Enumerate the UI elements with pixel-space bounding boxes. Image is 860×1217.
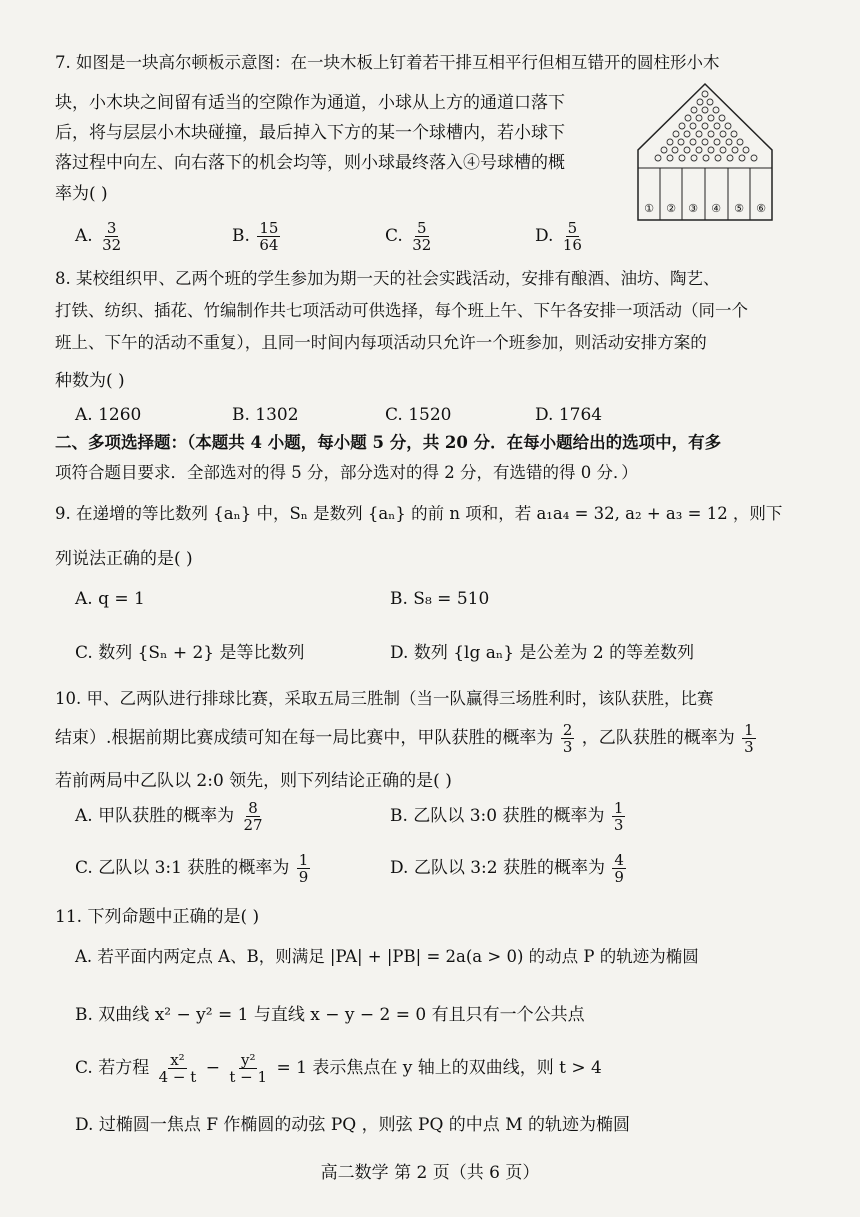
q10-option-a[interactable] <box>75 800 267 833</box>
denominator: t − 1 <box>229 1068 268 1086</box>
q9-line-2: 列说法正确的是( ) <box>55 549 193 569</box>
slot-label-4: ④ <box>711 202 721 215</box>
section-2-header-line-1: 二、多项选择题：（本题共 4 小题，每小题 5 分，共 20 分．在每小题给出的选项中，有多 <box>55 433 722 452</box>
option-text: A. 甲队获胜的概率为 <box>75 806 235 826</box>
slot-label-2: ② <box>666 202 676 215</box>
denominator: 9 <box>614 868 624 886</box>
q7-option-c[interactable] <box>385 220 435 253</box>
option-label: C. <box>385 226 403 246</box>
denominator: 3 <box>562 738 573 756</box>
page-footer: 高二数学 第 2 页（共 6 页） <box>320 1163 540 1183</box>
denominator: 16 <box>562 236 582 254</box>
option-text: B. 乙队以 3:0 获胜的概率为 <box>390 806 605 826</box>
q11-option-d[interactable]: D. 过椭圆一焦点 F 作椭圆的动弦 PQ ，则弦 PQ 的中点 M 的轨迹为椭圆 <box>75 1115 631 1135</box>
numerator: 2 <box>562 721 573 739</box>
numerator: 1 <box>613 799 624 817</box>
option-label: D. <box>535 226 554 246</box>
slot-label-1: ① <box>644 202 654 215</box>
option-text: D. 乙队以 3:2 获胜的概率为 <box>390 858 605 878</box>
numerator: 5 <box>416 219 427 237</box>
q7-option-a[interactable] <box>75 220 125 253</box>
option-text: C. 若方程 <box>75 1058 150 1078</box>
fraction <box>612 800 626 833</box>
numerator: y² <box>240 1051 256 1069</box>
q8-option-c[interactable]: C. 1520 <box>385 405 452 425</box>
fraction <box>157 1052 199 1085</box>
q7-line-1: 7. 如图是一块高尔顿板示意图：在一块木板上钉着若干排互相平行但相互错开的圆柱形小木 <box>55 53 720 72</box>
numerator: 1 <box>298 851 309 869</box>
q9-option-c[interactable]: C. 数列 {Sₙ + 2} 是等比数列 <box>75 643 305 663</box>
fraction <box>561 220 584 253</box>
fraction <box>227 1052 269 1085</box>
numerator: x² <box>170 1051 185 1069</box>
numerator: 4 <box>614 851 624 869</box>
denominator: 3 <box>744 738 754 756</box>
q7-line-2: 块，小木块之间留有适当的空隙作为通道，小球从上方的通道口落下 <box>55 93 565 113</box>
slot-label-5: ⑤ <box>734 202 744 215</box>
denominator: 27 <box>243 816 263 834</box>
numerator: 3 <box>106 219 117 237</box>
q7-option-b[interactable] <box>232 220 282 253</box>
q10-line-2-text-b: ，乙队获胜的概率为 <box>581 728 735 748</box>
q9-option-d[interactable]: D. 数列 {lg aₙ} 是公差为 2 的等差数列 <box>390 643 695 663</box>
option-label: B. <box>232 226 250 246</box>
q7-line-5: 率为( ) <box>55 184 108 204</box>
numerator: 5 <box>567 219 578 237</box>
q9-option-a[interactable]: A. q = 1 <box>75 589 145 609</box>
fraction <box>410 220 433 253</box>
q8-option-b[interactable]: B. 1302 <box>232 405 299 425</box>
section-2-header-line-2: 项符合题目要求．全部选对的得 5 分，部分选对的得 2 分，有选错的得 0 分．） <box>55 463 638 482</box>
q8-line-4: 种数为( ) <box>55 371 125 391</box>
denominator: 9 <box>298 868 309 886</box>
option-text: C. 乙队以 3:1 获胜的概率为 <box>75 858 290 878</box>
numerator: 15 <box>259 219 279 237</box>
q10-option-c[interactable] <box>75 852 312 885</box>
option-label: A. <box>75 226 93 246</box>
q7-option-d[interactable] <box>535 220 586 253</box>
q11-stem: 11. 下列命题中正确的是( ) <box>55 907 260 927</box>
slot-label-6: ⑥ <box>756 202 766 215</box>
fraction <box>297 852 311 885</box>
q8-line-2: 打铁、纺织、插花、竹编制作共七项活动可供选择，每个班上午、下午各安排一项活动（同一个 <box>55 301 748 320</box>
fraction <box>561 722 575 755</box>
slot-label-3: ③ <box>688 202 698 215</box>
q10-option-b[interactable] <box>390 800 627 833</box>
denominator: 32 <box>102 236 122 254</box>
q8-option-a[interactable]: A. 1260 <box>75 405 142 425</box>
galton-board-figure <box>630 80 780 230</box>
option-text: = 1 表示焦点在 y 轴上的双曲线，则 t > 4 <box>276 1058 602 1078</box>
q11-option-c[interactable] <box>75 1052 602 1085</box>
q10-line-3: 若前两局中乙队以 2:0 领先，则下列结论正确的是( ) <box>55 771 452 791</box>
q10-option-d[interactable] <box>390 852 628 885</box>
q10-line-2-text-a: 结束）.根据前期比赛成绩可知在每一局比赛中，甲队获胜的概率为 <box>55 728 554 748</box>
denominator: 32 <box>412 236 432 254</box>
q11-option-a[interactable]: A. 若平面内两定点 A、B，则满足 |PA| + |PB| = 2a(a > 0) 的动点 P 的轨迹为椭圆 <box>75 947 699 966</box>
minus-sign: − <box>205 1058 220 1078</box>
q8-line-1: 8. 某校组织甲、乙两个班的学生参加为期一天的社会实践活动，安排有酿酒、油坊、陶艺、 <box>55 269 720 288</box>
fraction <box>100 220 123 253</box>
q9-option-b[interactable]: B. S₈ = 510 <box>390 589 490 609</box>
numerator: 1 <box>744 721 754 739</box>
denominator: 4 − t <box>158 1068 197 1086</box>
fraction <box>242 800 265 833</box>
denominator: 64 <box>259 236 279 254</box>
q11-option-b[interactable]: B. 双曲线 x² − y² = 1 与直线 x − y − 2 = 0 有且只有一个公共点 <box>75 1005 585 1025</box>
fraction <box>257 220 280 253</box>
q8-option-d[interactable]: D. 1764 <box>535 405 603 425</box>
fraction <box>742 722 756 755</box>
fraction <box>612 852 626 885</box>
q7-line-3: 后，将与层层小木块碰撞，最后掉入下方的某一个球槽内，若小球下 <box>55 123 565 143</box>
denominator: 3 <box>613 816 624 834</box>
q9-line-1: 9. 在递增的等比数列 {aₙ} 中，Sₙ 是数列 {aₙ} 的前 n 项和，若 a₁a₄ = 32, a₂ + a₃ = 12 ，则下 <box>55 504 783 523</box>
q10-line-1: 10. 甲、乙两队进行排球比赛，采取五局三胜制（当一队赢得三场胜利时，该队获胜，比赛 <box>55 689 714 708</box>
numerator: 8 <box>248 799 258 817</box>
q10-line-2 <box>55 722 758 755</box>
q7-line-4: 落过程中向左、向右落下的机会均等，则小球最终落入④号球槽的概 <box>55 153 565 173</box>
q8-line-3: 班上、下午的活动不重复），且同一时间内每项活动只允许一个班参加，则活动安排方案的 <box>55 333 707 352</box>
